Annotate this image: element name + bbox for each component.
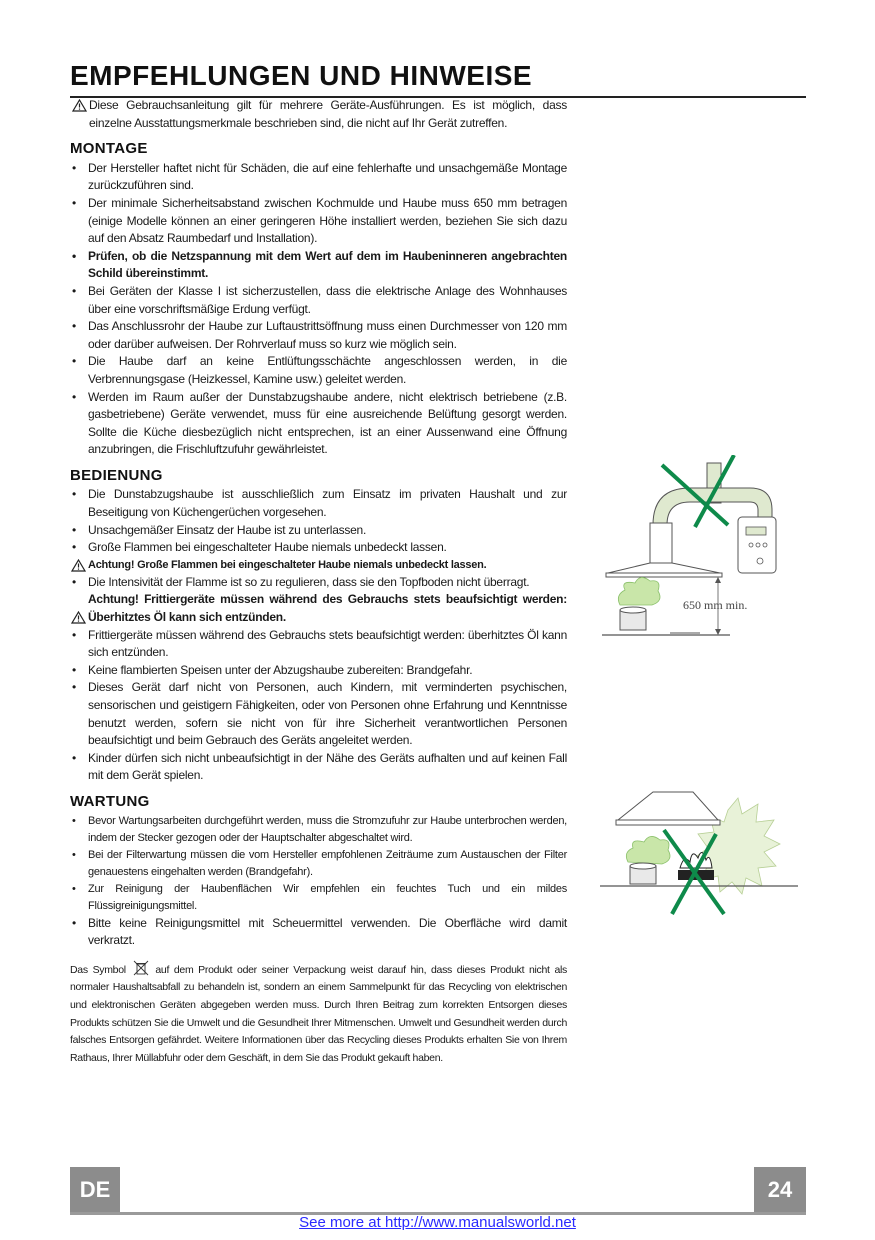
warning-icon	[72, 99, 87, 112]
intro-text: Diese Gebrauchsanleitung gilt für mehrere Geräte-Ausführungen. Es ist möglich, dass einzelne Ausstattungsmerkmale beschrieben sind, die nicht auf Ihr Gerät zutreffen.	[89, 98, 567, 130]
list-item: • Bevor Wartungsarbeiten durchgeführt werden, muss die Stromzufuhr zur Haube unterbrochen werden, indem der Stecker gezogen oder der Hauptschalter abgeschaltet wird.	[70, 813, 567, 847]
list-item: • Frittiergeräte müssen während des Gebrauchs stets beaufsichtigt werden: überhitztes Öl kann sich entzünden.	[70, 627, 567, 662]
footnote-text-before: Das Symbol	[70, 963, 126, 976]
warning-line	[70, 557, 567, 574]
list-item: • Werden im Raum außer der Dunstabzugshaube andere, nicht elektrisch betriebene (z.B. gasbetriebene) Geräte verwendet, muss für eine ausreichende Belüftung gesorgt werden. Sollte die Küche diesbezüglich nicht entsprechen, ist an einer Aussenwand eine Öffnung anzubringen, die Frischluftzufuhr gewährleistet.	[70, 389, 567, 459]
warning-icon	[71, 559, 86, 572]
list-item: • Der Hersteller haftet nicht für Schäden, die auf eine fehlerhafte und unsachgemäße Montage zurückzuführen sind.	[70, 160, 567, 195]
language-badge: DE	[70, 1167, 120, 1212]
weee-footnote	[70, 960, 567, 1068]
no-flambe-illustration	[598, 790, 798, 920]
intro-note	[70, 97, 567, 132]
list-item: • Der minimale Sicherheitsabstand zwischen Kochmulde und Haube muss 650 mm betragen (einige Modelle können an einer geringeren Höhe installiert werden, beziehen Sie sich dazu auf den Absatz Raumbedarf und Installation).	[70, 195, 567, 248]
list-item: • Kinder dürfen sich nicht unbeaufsichtigt in der Nähe des Geräts aufhalten und auf keinen Fall mit dem Gerät spielen.	[70, 750, 567, 785]
list-item: • Bei der Filterwartung müssen die vom Hersteller empfohlenen Zeiträume zum Austauschen der Filter genauestens eingehalten werden (Brandgefahr).	[70, 847, 567, 881]
list-item: • Große Flammen bei eingeschalteter Haube niemals unbedeckt lassen.	[70, 539, 567, 557]
list-item: • Dieses Gerät darf nicht von Personen, auch Kindern, mit verminderten psychischen, sensorischen und geistigern Fähigkeiten, oder von Personen ohne Erfahrung und Kenntnisse benutzt werden, sofern sie nicht von für ihre Sicherheit verantwortlichen Personen beaufsichtigt und beim Gebrauch des Geräts angeleitet werden.	[70, 679, 567, 749]
list-item: • Prüfen, ob die Netzspannung mit dem Wert auf dem im Haubeninneren angebrachten Schild übereinstimmt.	[70, 248, 567, 283]
list-item: • Bei Geräten der Klasse I ist sicherzustellen, dass die elektrische Anlage des Wohnhauses über eine vorschriftsmäßige Erdung verfügt.	[70, 283, 567, 318]
wartung-list-2	[70, 915, 567, 950]
bedienung-list-2	[70, 574, 567, 592]
section-heading-wartung: WARTUNG	[70, 792, 150, 810]
wartung-list	[70, 813, 567, 915]
warning-line	[70, 591, 567, 626]
page-number: 24	[754, 1167, 806, 1212]
footnote-text-after: auf dem Produkt oder seiner Verpackung weist darauf hin, dass dieses Produkt nicht als normaler Haushaltsabfall zu behandeln ist, sondern an einem Sammelpunkt für das Recycling von elektrischen und elektronischen Geräten abgegeben werden muss. Durch Ihren Beitrag zum korrekten Entsorgen dieses Produkts schützen Sie die Umwelt und die Gesundheit Ihrer Mitmenschen. Umwelt und Gesundheit werden durch falsches Entsorgen gefährdet. Weitere Informationen über das Recycling dieses Produkts erhalten Sie von Ihrem Rathaus, Ihrer Müllabfuhr oder dem Geschäft, in dem Sie das Produkt gekauft haben.	[70, 963, 567, 1064]
list-item: • Die Dunstabzugshaube ist ausschließlich zum Einsatz im privaten Haushalt und zur Beseitigung von Küchengerüchen vorgesehen.	[70, 486, 567, 521]
section-heading-bedienung: BEDIENUNG	[70, 466, 163, 484]
list-item: • Das Anschlussrohr der Haube zur Luftaustrittsöffnung muss einen Durchmesser von 120 mm oder darüber aufweisen. Der Rohrverlauf muss so kurz wie möglich sein.	[70, 318, 567, 353]
clearance-label: 650 mm min.	[683, 598, 748, 612]
list-item: • Die Haube darf an keine Entlüftungsschächte angeschlossen werden, in die Verbrennungsgase (Heizkessel, Kamine usw.) geleitet werden.	[70, 353, 567, 388]
bedienung-list-3	[70, 627, 567, 785]
list-item: • Keine flambierten Speisen unter der Abzugshaube zubereiten: Brandgefahr.	[70, 662, 567, 680]
list-item: • Unsachgemäßer Einsatz der Haube ist zu unterlassen.	[70, 522, 567, 540]
main-content	[70, 97, 567, 1067]
warning-text: Achtung! Große Flammen bei eingeschalteter Haube niemals unbedeckt lassen.	[88, 558, 487, 571]
warning-icon	[71, 611, 86, 624]
crossed-bin-icon	[133, 960, 149, 976]
montage-list	[70, 160, 567, 459]
list-item: • Die Intensivität der Flamme ist so zu regulieren, dass sie den Topfboden nicht überragt.	[70, 574, 567, 592]
warning-text: Achtung! Frittiergeräte müssen während des Gebrauchs stets beaufsichtigt werden: Überhitztes Öl kann sich entzünden.	[88, 592, 567, 625]
bedienung-list	[70, 486, 567, 556]
manualsworld-link[interactable]: See more at http://www.manualsworld.net	[299, 1214, 576, 1231]
list-item: • Bitte keine Reinigungsmittel mit Scheuermittel verwenden. Die Oberfläche wird damit verkratzt.	[70, 915, 567, 950]
page-title: EMPFEHLUNGEN UND HINWEISE	[70, 60, 533, 91]
section-heading-montage: MONTAGE	[70, 140, 148, 158]
list-item: • Zur Reinigung der Haubenflächen Wir empfehlen ein feuchtes Tuch und ein mildes Flüssigreinigungsmittel.	[70, 881, 567, 915]
hood-clearance-illustration	[600, 455, 800, 645]
